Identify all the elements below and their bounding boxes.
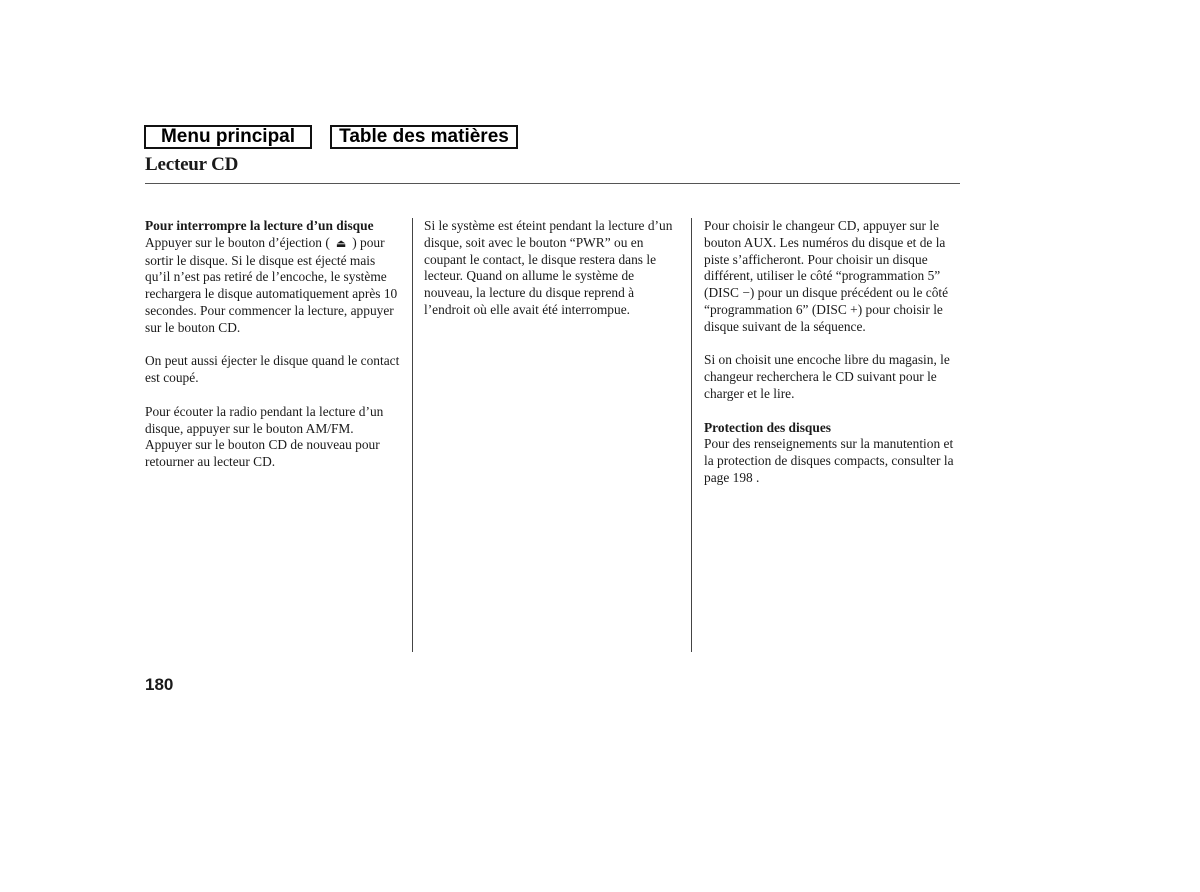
column-1 bbox=[145, 218, 403, 488]
paragraph-empty-slot: Si on choisit une encoche libre du magasin, le changeur recherchera le CD suivant pour le charger et le lire. bbox=[704, 352, 950, 401]
section-title: Lecteur CD bbox=[145, 154, 239, 175]
column-3 bbox=[704, 218, 962, 504]
column-divider-1 bbox=[412, 218, 413, 652]
title-divider bbox=[145, 183, 960, 184]
page-number: 180 bbox=[145, 675, 174, 694]
text-eject-instructions-start: Appuyer sur le bouton d’éjection ( bbox=[145, 234, 330, 250]
eject-icon: ⏏ bbox=[335, 236, 347, 250]
paragraph-radio-during-cd: Pour écouter la radio pendant la lecture d’un disque, appuyer sur le bouton AM/FM. Appuyer sur le bouton CD de nouveau pour retourner au lecteur CD. bbox=[145, 403, 384, 470]
text-eject-instructions-end: ) pour sortir le disque. Si le disque est éjecté mais qu’il n’est pas retiré de l’encoche, le système rechargera le disque automatiquement après 10 secondes. Pour commencer la lecture, appuyer sur le bouton CD. bbox=[145, 234, 398, 335]
paragraph-cd-changer: Pour choisir le changeur CD, appuyer sur le bouton AUX. Les numéros du disque et de la piste s’afficheront. Pour choisir un disque différent, utiliser le côté “programmation 5” (DISC −) pour un disque précédent ou le côté “programmation 6” (DISC +) pour choisir le disque suivant de la séquence. bbox=[704, 218, 949, 334]
paragraph-system-off: Si le système est éteint pendant la lecture d’un disque, soit avec le bouton “PWR” ou en coupant le contact, le disque restera dans le lecteur. Quand on allume le système de nouveau, la lecture du disque reprend à l’endroit où elle avait été interrompue. bbox=[424, 218, 673, 317]
heading-stop-disc: Pour interrompre la lecture d’un disque bbox=[145, 218, 374, 233]
column-divider-2 bbox=[691, 218, 692, 652]
main-menu-button[interactable]: Menu principal bbox=[144, 125, 312, 149]
table-of-contents-button[interactable]: Table des matières bbox=[330, 125, 518, 149]
heading-disc-protection: Protection des disques bbox=[704, 419, 831, 435]
text-disc-protection: Pour des renseignements sur la manutention et la protection de disques compacts, consulter la page 198 . bbox=[704, 436, 954, 485]
paragraph-stop-disc bbox=[145, 218, 403, 337]
paragraph-eject-ignition-off: On peut aussi éjecter le disque quand le contact est coupé. bbox=[145, 353, 400, 386]
column-2 bbox=[424, 218, 682, 336]
paragraph-disc-protection bbox=[704, 420, 962, 487]
